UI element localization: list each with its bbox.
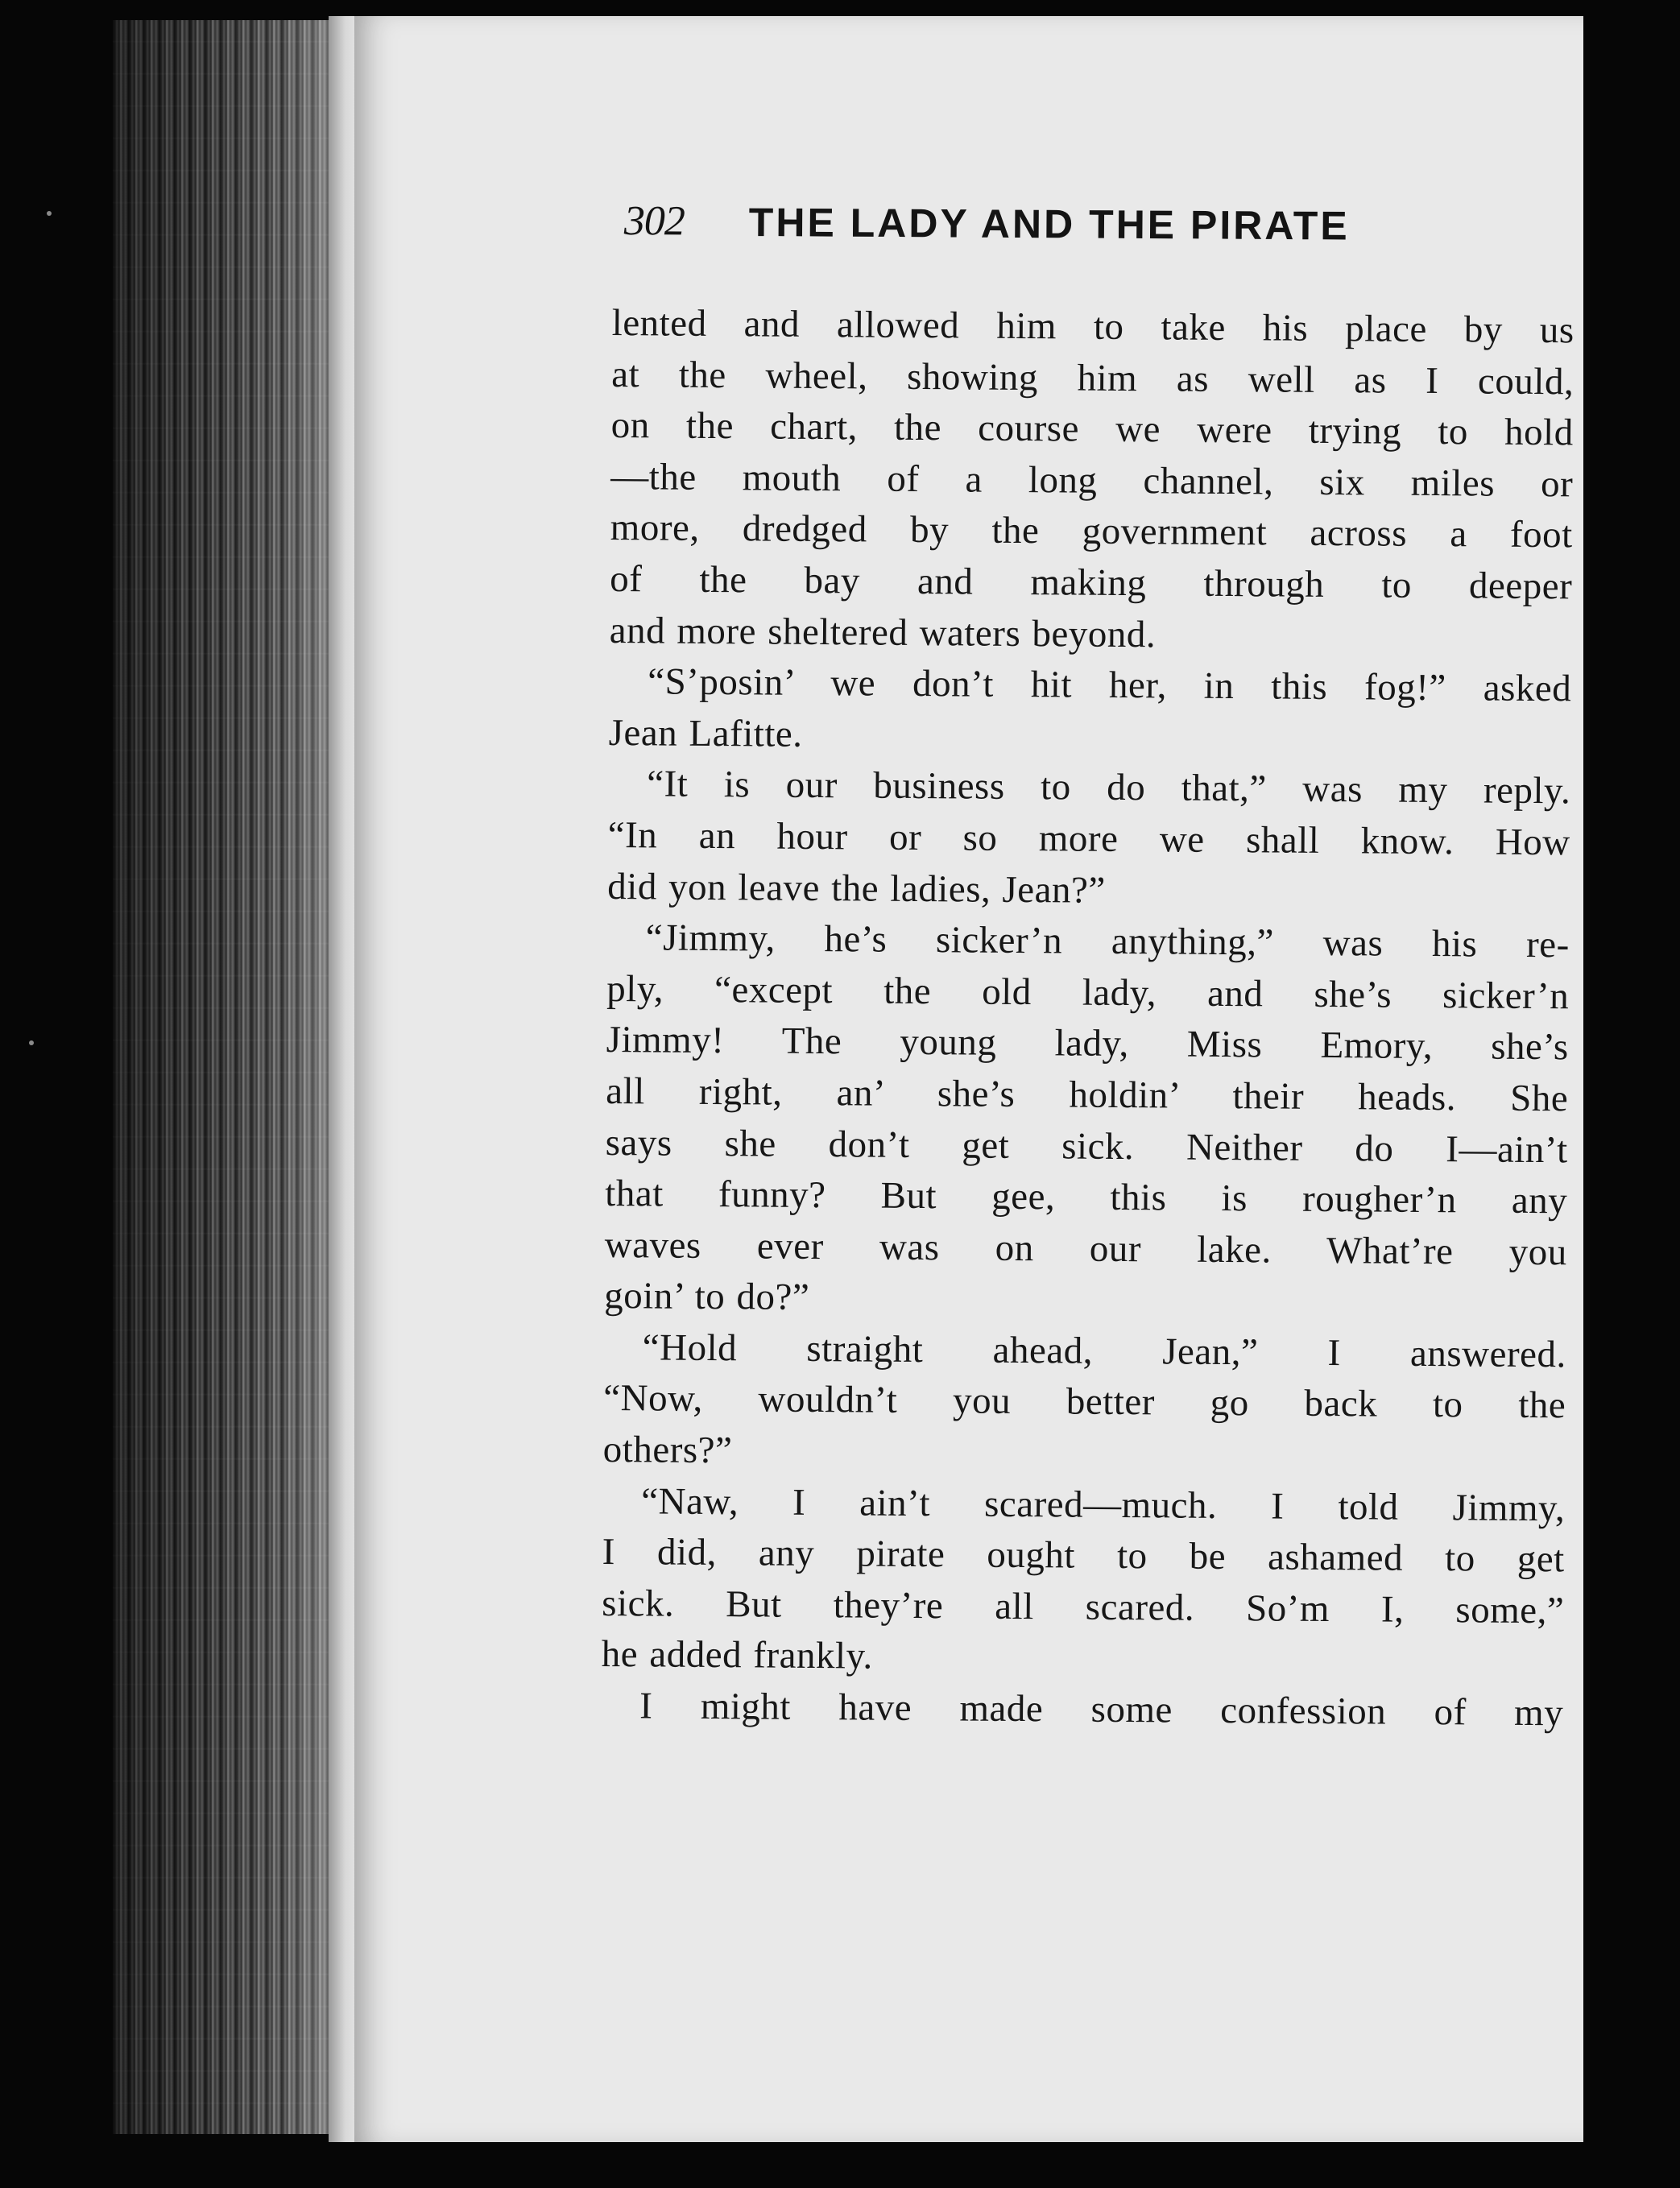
text-line: Jean Lafitte. [608, 711, 803, 755]
text-line: lented and allowed him to take his place by us [611, 301, 1574, 352]
text-line: “Hold straight ahead, Jean,” I answered. [642, 1326, 1566, 1376]
text-line: “Now, wouldn’t you better go back to the [603, 1377, 1566, 1427]
text-line: did yon leave the ladies, Jean?” [607, 865, 1106, 912]
text-line: others?” [602, 1429, 733, 1472]
text-line: more, dredged by the government across a foot [610, 507, 1573, 556]
text-line: goin’ to do?” [604, 1275, 810, 1319]
text-line: —the mouth of a long channel, six miles or [610, 455, 1574, 506]
running-head: THE LADY AND THE PIRATE [748, 199, 1350, 249]
text-line: he added frankly. [601, 1633, 873, 1678]
text-line: I did, any pirate ought to be ashamed to get [602, 1531, 1565, 1581]
page-header [624, 193, 1462, 263]
text-line: waves ever was on our lake. What’re you [604, 1223, 1567, 1274]
book-page-edges [113, 20, 354, 2134]
text-line: sick. But they’re all scared. So’m I, some,” [602, 1582, 1565, 1632]
text-line: “It is our business to do that,” was my reply. [647, 763, 1571, 813]
text-line: all right, an’ she’s holdin’ their heads. She [606, 1069, 1569, 1120]
text-line: and more sheltered waters beyond. [609, 609, 1157, 656]
page-number: 302 [623, 197, 685, 245]
scan-dust-speck [47, 211, 52, 216]
text-line: I might have made some confession of my [639, 1685, 1564, 1735]
text-line: “Jimmy, he’s sicker’n anything,” was his re- [645, 916, 1570, 966]
text-line: of the bay and making through to deeper [610, 557, 1573, 608]
scan-dust-speck [29, 1040, 34, 1045]
text-line: “In an hour or so more we shall know. How [607, 813, 1570, 864]
text-line: that funny? But gee, this is rougher’n any [605, 1173, 1568, 1222]
text-line: says she don’t get sick. Neither do I—ain’t [605, 1121, 1568, 1171]
text-line: ply, “except the old lady, and she’s sicker’n [606, 967, 1570, 1018]
text-line: at the wheel, showing him as well as I could, [611, 353, 1574, 403]
body-text [601, 298, 1574, 1739]
text-line: Jimmy! The young lady, Miss Emory, she’s [606, 1019, 1569, 1069]
text-line: “Naw, I ain’t scared—much. I told Jimmy, [641, 1479, 1566, 1529]
text-line: “S’posin’ we don’t hit her, in this fog!” asked [648, 660, 1572, 710]
text-line: on the chart, the course we were trying to hold [610, 404, 1574, 454]
